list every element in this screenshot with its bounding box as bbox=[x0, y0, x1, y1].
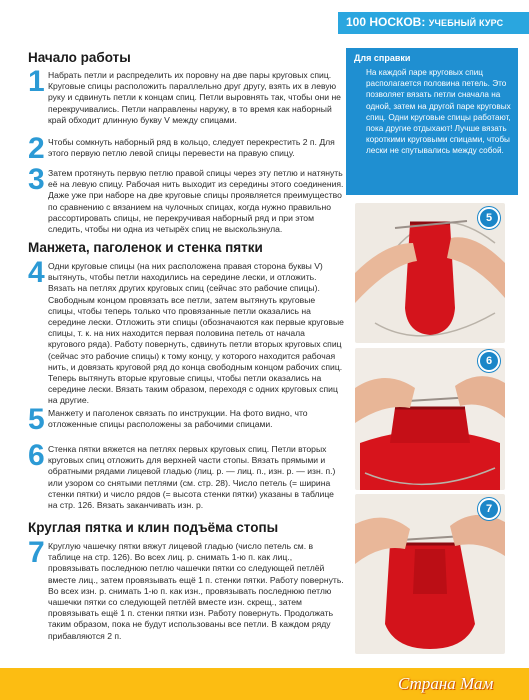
photo-badge-6: 6 bbox=[478, 350, 500, 372]
step-text-7: Круглую чашечку пятки вяжут лицевой гладью (число петель см. в таблице на стр. 126). Во всех лиц. р. снимать 1-ю п. как лиц., провязывать последнюю петлю чашечки пятки со следующей петлёй вместе лиц., затем провязывать ещё 1 п. стенки пятки. Работу повернуть. Во всех изн. р. снимать 1-ю п. как изн., провязывать последнюю петлю чашечки пятки со следующей петлёй вместе изн. скрещ., затем провязывать ещё 1 п. стенки пятки изн. Работу повернуть. Продолжать таким образом, пока не будут использованы все петли. В каждом ряду прибавляются 2 п. bbox=[48, 541, 344, 641]
step-text-1: Набрать петли и распределить их поровну на две пары круговых спиц. Круговые спицы расположить параллельно друг другу, взять их в левую руку и сдвинуть петли к концам спиц. Петли выровнять так, чтобы они не перекручивались. Петли направлены наружу, в то время как наборный край обходит длинную букву V между спицами. bbox=[48, 70, 341, 125]
step-text-3: Затем протянуть первую петлю правой спицы через эту петлю и натянуть её на левую спицу. Рабочая нить выходит из середины этого соединения. Даже уже при наборе на две круговые спицы проявляется преимущество по сравнению с вязанием на чулочных спицах, когда нужно правильно рассортировать спицы, не перекручивая наборный ряд и при этом следить, чтобы ни одна из четырёх спиц не выскользнула. bbox=[48, 168, 344, 235]
info-box-title: Для справки bbox=[354, 53, 411, 63]
section-title-start: Начало работы bbox=[28, 50, 131, 65]
step-number-2: 2 bbox=[28, 132, 45, 165]
step-number-7: 7 bbox=[28, 536, 45, 569]
step-text-6: Стенка пятки вяжется на петлях первых круговых спиц. Петли вторых круговых спиц отложить для верхней части стопы. Вязать прямыми и обратными рядами лицевой гладью (лиц. р. — лиц. п., изн. р. — изн. п.) или узором со снятыми петлями (см. стр. 28). Число петель (= ширина стенки пятки) и число рядов (= высота стенки пятки) указаны в таблице на стр. 126. Вязать заканчивать изн. р. bbox=[48, 444, 336, 511]
section-title-cuff: Манжета, паголенок и стенка пятки bbox=[28, 240, 263, 255]
footer-watermark-logo: Страна Мам bbox=[398, 674, 494, 693]
step-text-5: Манжету и паголенок связать по инструкции. На фото видно, что отложенные спицы расположены за рабочими спицами. bbox=[48, 408, 308, 430]
step-text-2: Чтобы сомкнуть наборный ряд в кольцо, следует перекрестить 2 п. Для этого первую петлю левой спицы перевести на правую спицу. bbox=[48, 137, 335, 159]
header-title-main: 100 НОСКОВ: bbox=[346, 15, 426, 29]
photo-badge-5: 5 bbox=[478, 207, 500, 229]
step-number-6: 6 bbox=[28, 439, 45, 472]
photo-badge-7: 7 bbox=[478, 498, 500, 520]
header-title bbox=[346, 15, 503, 29]
step-number-1: 1 bbox=[28, 65, 45, 98]
info-box-text: На каждой паре круговых спиц располагается половина петель. Это позволяет вязать петли сначала на одной, затем на другой паре круговых спиц. Одни круговые спицы работают, пока другие отдыхают! Лучше вязать короткими круговыми спицами, чтобы лески не спутывались между собой. bbox=[366, 68, 511, 156]
step-number-4: 4 bbox=[28, 256, 45, 289]
step-number-5: 5 bbox=[28, 403, 45, 436]
section-title-heel: Круглая пятка и клин подъёма стопы bbox=[28, 520, 279, 535]
header-subtitle: УЧЕБНЫЙ КУРС bbox=[428, 18, 504, 28]
step-text-4: Одни круговые спицы (на них расположена правая сторона буквы V) вытянуть, чтобы петли находились на середине лески, и отложить. Вязать на петлях других круговых спиц (сейчас это рабочие спицы). Свободным концом провязать все петли, затем вытянуть круговые спицы, чтобы теперь только что провязанные петли оказались на середине лески. Отложить эти спицы (обозначаются как первые круговые спицы, т. к. на них находится первая половина петель от начала кругового ряда). Работу повернуть, сдвинуть петли вторых круговых спиц (сейчас это рабочие спицы) к тому концу, у которого находится рабочая нить, и довязать круговой ряд до конца свободным концом рабочих спиц. Теперь вытянуть вторые круговые спицы, чтобы петли оказались на середине лески. Вязать таким образом, переходя с одних круговых спиц на другие. bbox=[48, 261, 344, 406]
step-number-3: 3 bbox=[28, 163, 45, 196]
